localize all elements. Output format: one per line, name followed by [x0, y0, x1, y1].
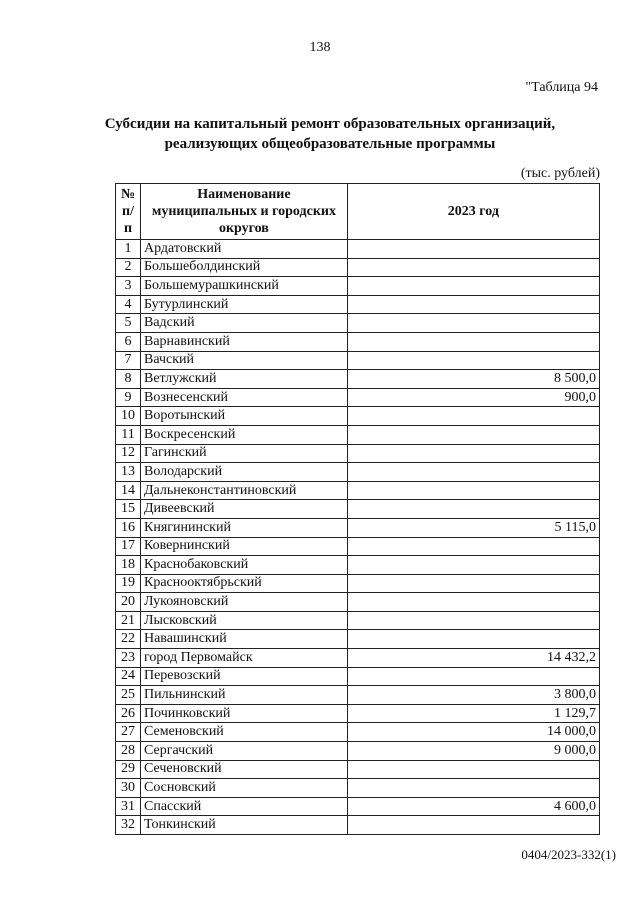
row-number: 17 [116, 537, 141, 556]
table-row [116, 816, 600, 835]
row-number: 16 [116, 518, 141, 537]
row-value [347, 332, 599, 351]
row-number: 13 [116, 463, 141, 482]
row-number: 20 [116, 593, 141, 612]
row-number: 30 [116, 779, 141, 798]
row-number: 25 [116, 686, 141, 705]
row-number: 31 [116, 797, 141, 816]
row-value [347, 277, 599, 296]
row-name: Лукояновский [140, 593, 347, 612]
row-value: 4 600,0 [347, 797, 599, 816]
row-value [347, 444, 599, 463]
table-row [116, 425, 600, 444]
row-name: Большеболдинский [140, 258, 347, 277]
row-name: Гагинский [140, 444, 347, 463]
row-value [347, 258, 599, 277]
row-name: Лысковский [140, 611, 347, 630]
row-number: 26 [116, 704, 141, 723]
table-row [116, 351, 600, 370]
table-row [116, 556, 600, 575]
row-number: 14 [116, 481, 141, 500]
row-name: Сеченовский [140, 760, 347, 779]
row-name: Воротынский [140, 407, 347, 426]
row-number: 2 [116, 258, 141, 277]
row-value [347, 481, 599, 500]
row-value [347, 537, 599, 556]
row-name: Починковский [140, 704, 347, 723]
row-number: 23 [116, 649, 141, 668]
row-value [347, 556, 599, 575]
row-number: 24 [116, 667, 141, 686]
row-name: Спасский [140, 797, 347, 816]
row-name: Навашинский [140, 630, 347, 649]
row-value [347, 425, 599, 444]
table-row [116, 258, 600, 277]
table-row [116, 779, 600, 798]
row-name: Краснооктябрьский [140, 574, 347, 593]
row-number: 3 [116, 277, 141, 296]
row-name: Вознесенский [140, 388, 347, 407]
row-name: Вачский [140, 351, 347, 370]
row-value [347, 295, 599, 314]
table-row [116, 742, 600, 761]
row-value: 3 800,0 [347, 686, 599, 705]
row-name: Бутурлинский [140, 295, 347, 314]
row-number: 4 [116, 295, 141, 314]
table-row [116, 332, 600, 351]
row-value [347, 779, 599, 798]
table-header-row [116, 184, 600, 240]
row-number: 6 [116, 332, 141, 351]
row-number: 21 [116, 611, 141, 630]
row-value: 14 432,2 [347, 649, 599, 668]
row-value: 1 129,7 [347, 704, 599, 723]
table-row [116, 760, 600, 779]
row-value [347, 667, 599, 686]
row-name: Ардатовский [140, 240, 347, 259]
row-number: 28 [116, 742, 141, 761]
row-number: 32 [116, 816, 141, 835]
table-row [116, 277, 600, 296]
table-row [116, 667, 600, 686]
row-number: 9 [116, 388, 141, 407]
row-value: 5 115,0 [347, 518, 599, 537]
table-row [116, 649, 600, 668]
table-row [116, 630, 600, 649]
row-value [347, 240, 599, 259]
row-number: 27 [116, 723, 141, 742]
table-row [116, 611, 600, 630]
table-row [116, 407, 600, 426]
row-value [347, 593, 599, 612]
table-row [116, 481, 600, 500]
row-value: 900,0 [347, 388, 599, 407]
row-number: 18 [116, 556, 141, 575]
row-name: Княгининский [140, 518, 347, 537]
row-value: 9 000,0 [347, 742, 599, 761]
row-number: 29 [116, 760, 141, 779]
table-row [116, 704, 600, 723]
table-row [116, 444, 600, 463]
table-label: "Таблица 94 [525, 80, 598, 95]
row-value [347, 760, 599, 779]
row-value [347, 500, 599, 519]
row-number: 1 [116, 240, 141, 259]
row-name: Сергачский [140, 742, 347, 761]
row-name: Варнавинский [140, 332, 347, 351]
subsidies-table [115, 183, 600, 835]
row-name: Семеновский [140, 723, 347, 742]
row-number: 8 [116, 370, 141, 389]
header-number: № п/п [116, 184, 141, 240]
row-value: 8 500,0 [347, 370, 599, 389]
row-name: Пильнинский [140, 686, 347, 705]
table-row [116, 574, 600, 593]
row-value [347, 574, 599, 593]
row-number: 19 [116, 574, 141, 593]
table-row [116, 797, 600, 816]
row-name: Воскресенский [140, 425, 347, 444]
row-number: 5 [116, 314, 141, 333]
row-value: 14 000,0 [347, 723, 599, 742]
table-row [116, 463, 600, 482]
page-number: 138 [309, 40, 331, 55]
row-name: Вадский [140, 314, 347, 333]
row-name: Сосновский [140, 779, 347, 798]
row-name: Ветлужский [140, 370, 347, 389]
row-value [347, 611, 599, 630]
title-line-1: Субсидии на капитальный ремонт образовательных организаций, [104, 116, 556, 132]
row-name: Краснобаковский [140, 556, 347, 575]
row-value [347, 351, 599, 370]
table-row [116, 388, 600, 407]
table-row [116, 518, 600, 537]
table-row [116, 500, 600, 519]
table-row [116, 240, 600, 259]
row-name: город Первомайск [140, 649, 347, 668]
header-year: 2023 год [347, 184, 599, 240]
row-number: 15 [116, 500, 141, 519]
row-value [347, 407, 599, 426]
row-value [347, 314, 599, 333]
row-number: 10 [116, 407, 141, 426]
document-code: 0404/2023-332(1) [521, 847, 616, 862]
table-row [116, 593, 600, 612]
table-row [116, 723, 600, 742]
table-row [116, 537, 600, 556]
row-value [347, 630, 599, 649]
table-row [116, 314, 600, 333]
row-name: Володарский [140, 463, 347, 482]
row-name: Ковернинский [140, 537, 347, 556]
row-number: 7 [116, 351, 141, 370]
row-name: Дивеевский [140, 500, 347, 519]
title-line-2: реализующих общеобразовательные программы [164, 136, 496, 152]
row-name: Дальнеконстантиновский [140, 481, 347, 500]
row-number: 12 [116, 444, 141, 463]
document-title [60, 114, 600, 154]
row-value [347, 463, 599, 482]
units-label: (тыс. рублей) [520, 166, 600, 181]
row-name: Тонкинский [140, 816, 347, 835]
row-number: 22 [116, 630, 141, 649]
row-number: 11 [116, 425, 141, 444]
table-row [116, 370, 600, 389]
row-name: Большемурашкинский [140, 277, 347, 296]
row-name: Перевозский [140, 667, 347, 686]
header-name: Наименование муниципальных и городских округов [140, 184, 347, 240]
table-row [116, 686, 600, 705]
row-value [347, 816, 599, 835]
table-row [116, 295, 600, 314]
